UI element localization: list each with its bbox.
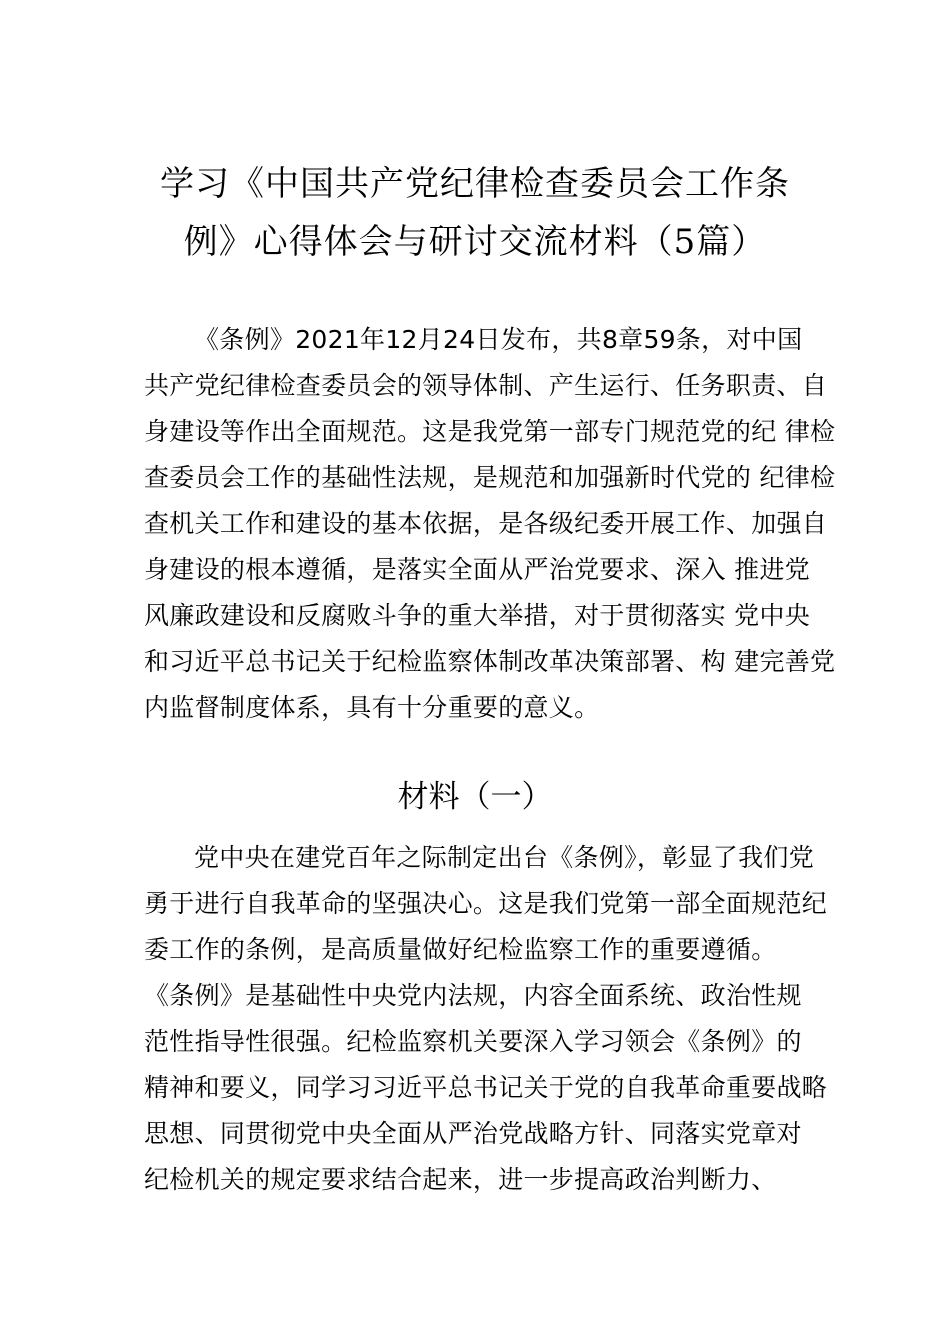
document-title-line-1: 学习《中国共产党纪律检查委员会工作条 bbox=[160, 164, 790, 204]
section-line-1: 党中央在建党百年之际制定出台《条例》，彰显了我们党 bbox=[194, 843, 815, 872]
intro-line-8: 和习近平总书记关于纪检监察体制改革决策部署、构 建完善党 bbox=[144, 647, 836, 676]
section-line-2: 勇于进行自我革命的坚强决心。这是我们党第一部全面规范纪 bbox=[144, 889, 828, 918]
document-title-line-2: 例》心得体会与研讨交流材料（5篇） bbox=[183, 222, 767, 262]
section-line-5: 范性指导性很强。纪检监察机关要深入学习领会《条例》的 bbox=[144, 1027, 802, 1056]
section-line-6: 精神和要义，同学习习近平总书记关于党的自我革命重要战略 bbox=[144, 1073, 828, 1102]
intro-line-2: 共产党纪律检查委员会的领导体制、产生运行、任务职责、自 bbox=[144, 371, 828, 400]
intro-line-7: 风廉政建设和反腐败斗争的重大举措，对于贯彻落实 党中央 bbox=[144, 601, 811, 630]
section-line-4: 《条例》是基础性中央党内法规，内容全面系统、政治性规 bbox=[144, 981, 802, 1010]
intro-line-1: 《条例》2021年12月24日发布，共8章59条，对中国 bbox=[194, 325, 803, 354]
intro-line-4: 查委员会工作的基础性法规，是规范和加强新时代党的 纪律检 bbox=[144, 463, 836, 492]
section-line-7: 思想、同贯彻党中央全面从严治党战略方针、同落实党章对 bbox=[144, 1119, 802, 1148]
intro-line-6: 身建设的根本遵循，是落实全面从严治党要求、深入 推进党 bbox=[144, 555, 811, 584]
intro-line-5: 查机关工作和建设的基本依据，是各级纪委开展工作、加强自 bbox=[144, 509, 828, 538]
intro-line-3: 身建设等作出全面规范。这是我党第一部专门规范党的纪 律检 bbox=[144, 417, 836, 446]
section-line-3: 委工作的条例，是高质量做好纪检监察工作的重要遵循。 bbox=[144, 935, 777, 964]
section-heading: 材料（一） bbox=[397, 779, 553, 815]
section-line-8: 纪检机关的规定要求结合起来，进一步提高政治判断力、 bbox=[144, 1165, 777, 1194]
intro-line-9: 内监督制度体系，具有十分重要的意义。 bbox=[144, 693, 600, 722]
